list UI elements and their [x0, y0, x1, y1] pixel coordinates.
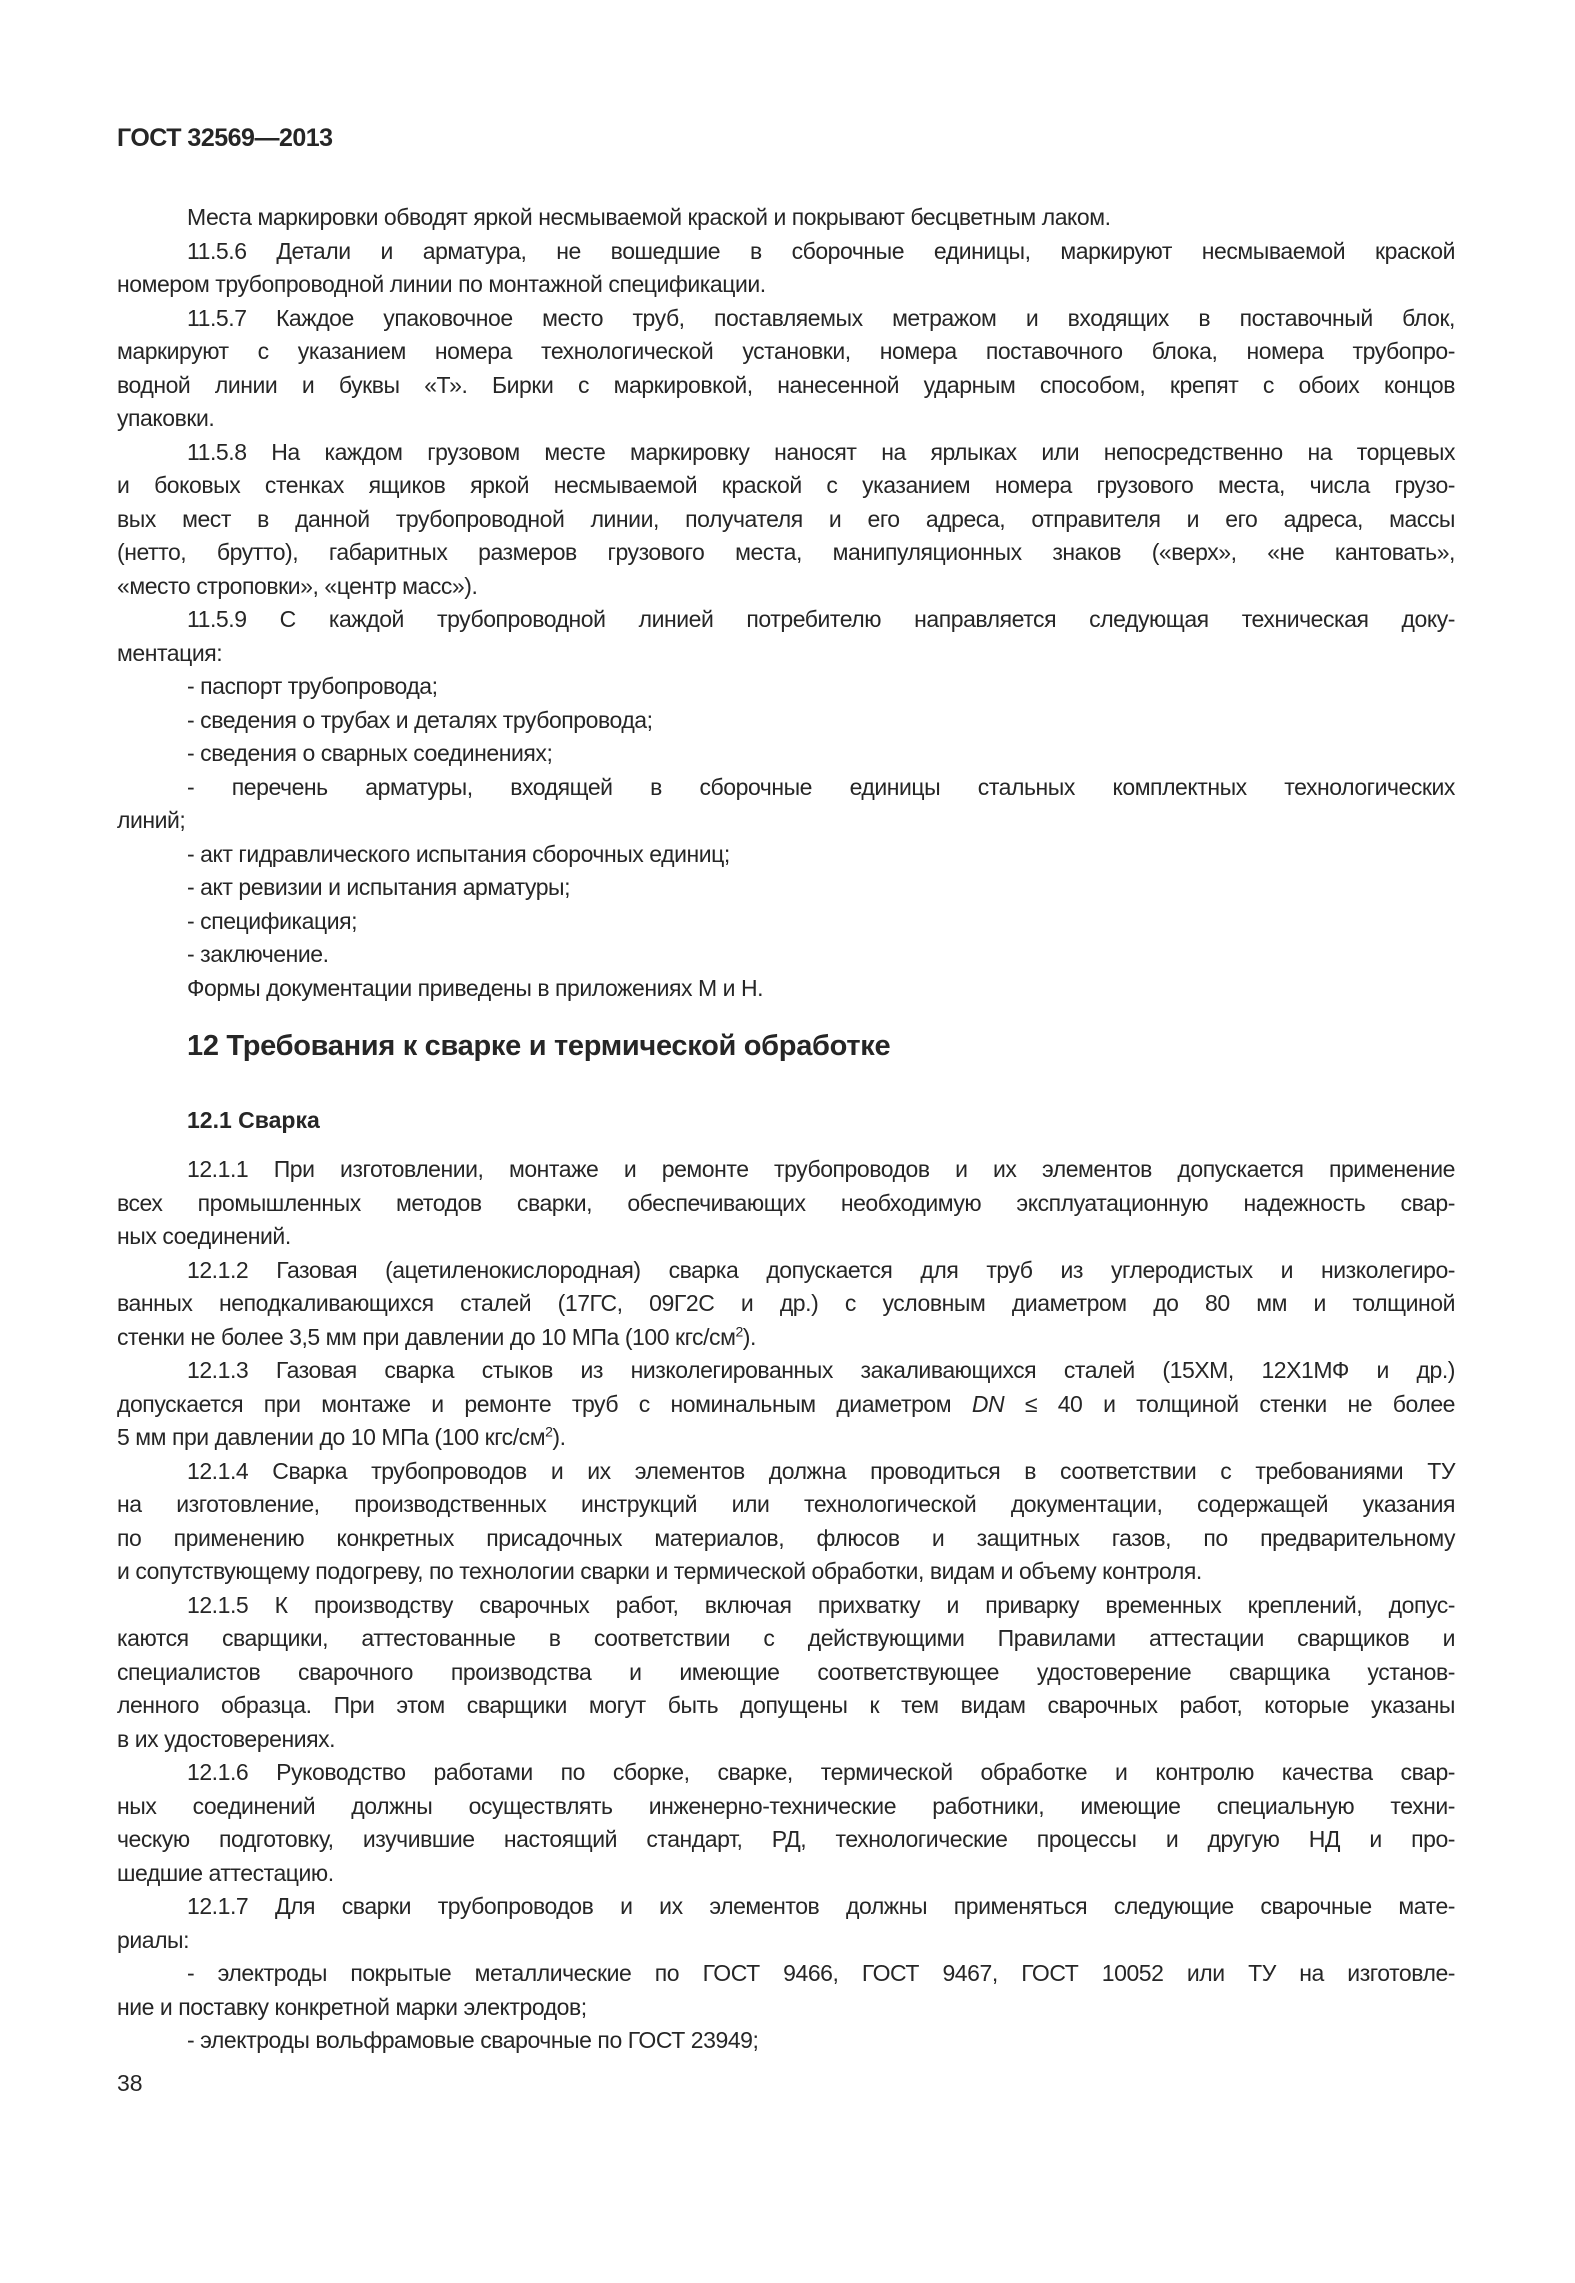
paragraph — [117, 603, 1455, 670]
text-line: - спецификация; — [187, 907, 358, 934]
paragraph — [117, 1890, 1455, 1957]
text-line: - сведения о сварных соединениях; — [187, 740, 553, 766]
text-line: - паспорт трубопровода; — [187, 673, 438, 699]
text-line: 12.1.3 Газовая сварка стыков из низколегированных закаливающихся сталей (15ХМ, 12Х1МФ и др.) — [187, 1357, 1455, 1383]
section-12-1-text — [117, 1153, 1455, 2058]
paragraph — [117, 1354, 1455, 1455]
text-line: 12.1.7 Для сварки трубопроводов и их элементов должны применяться следующие сварочные мате- — [187, 1893, 1455, 1919]
text-line: - акт ревизии и испытания арматуры; — [187, 874, 571, 900]
text-line: - электроды покрытые металлические по ГОСТ 9466, ГОСТ 9467, ГОСТ 10052 или ТУ на изготовле- — [187, 1960, 1455, 1986]
text-line: 11.5.8 На каждом грузовом месте маркировку наносят на ярлыках или непосредственно на торцевых — [187, 438, 1455, 465]
text-line: ние и поставку конкретной марки электродов; — [117, 1993, 587, 2020]
text-line: ментация: — [117, 639, 223, 666]
text-line: 12.1.6 Руководство работами по сборке, сварке, термической обработке и контролю качества свар- — [187, 1759, 1455, 1785]
text-line: линий; — [117, 807, 186, 833]
text-line: по применению конкретных присадочных материалов, флюсов и защитных газов, по предварительному — [117, 1524, 1455, 1551]
text-line: Формы документации приведены в приложениях М и Н. — [187, 974, 764, 1001]
text-segment: 5 мм при давлении до 10 МПа (100 кгс/см — [117, 1424, 546, 1450]
paragraph — [117, 201, 1455, 235]
paragraph — [117, 1153, 1455, 1254]
paragraph — [117, 670, 1455, 704]
section-11-text — [117, 201, 1455, 1005]
text-line: 11.5.9 С каждой трубопроводной линией потребителю направляется следующая техническая доку- — [187, 606, 1455, 632]
text-line: - сведения о трубах и деталях трубопровода; — [187, 706, 653, 733]
paragraph — [117, 838, 1455, 872]
paragraph — [117, 1957, 1455, 2024]
text-line — [117, 1388, 1455, 1422]
text-segment: ≤ 40 и толщиной стенки не более — [1004, 1390, 1455, 1417]
text-segment: ). — [552, 1424, 566, 1450]
text-line: - заключение. — [187, 941, 329, 967]
text-line: 12.1.5 К производству сварочных работ, включая прихватку и приварку временных креплений, допус- — [187, 1591, 1455, 1618]
text-segment: ). — [742, 1323, 756, 1350]
text-line: «место строповки», «центр масс»). — [117, 572, 478, 599]
text-line: маркируют с указанием номера технологической установки, номера поставочного блока, номера трубопро- — [117, 338, 1455, 364]
text-line: на изготовление, производственных инструкций или технологической документации, содержащей указания — [117, 1491, 1455, 1517]
paragraph — [117, 871, 1455, 905]
superscript: 2 — [545, 1423, 553, 1440]
text-line: шедшие аттестацию. — [117, 1859, 334, 1886]
text-segment: стенки не более 3,5 мм при давлении до 10 МПа (100 кгс/см — [117, 1323, 736, 1350]
text-line: - перечень арматуры, входящей в сборочные единицы стальных комплектных технологических — [187, 773, 1455, 800]
text-line: упаковки. — [117, 405, 215, 431]
section-heading: 12 Требования к сварке и термической обработке — [187, 1030, 891, 1062]
superscript: 2 — [735, 1322, 743, 1339]
text-line: каются сварщики, аттестованные в соответствии с действующими Правилами аттестации сварщиков и — [117, 1625, 1455, 1651]
text-line: всех промышленных методов сварки, обеспечивающих необходимую эксплуатационную надежность свар- — [117, 1189, 1455, 1216]
paragraph — [117, 938, 1455, 972]
paragraph — [117, 1455, 1455, 1589]
paragraph — [117, 737, 1455, 771]
text-line: 12.1.2 Газовая (ацетиленокислородная) сварка допускается для труб из углеродистых и низколегиро- — [187, 1256, 1455, 1283]
text-line: - акт гидравлического испытания сборочных единиц; — [187, 840, 730, 867]
text-line: и боковых стенках ящиков яркой несмываемой краской с указанием номера грузового места, числа грузо- — [117, 472, 1455, 498]
text-line: ческую подготовку, изучившие настоящий стандарт, РД, технологические процессы и другую НД и про- — [117, 1826, 1455, 1852]
text-line: 12.1.4 Сварка трубопроводов и их элементов должна проводиться в соответствии с требованиями ТУ — [187, 1457, 1455, 1484]
paragraph — [117, 972, 1455, 1006]
document-header: ГОСТ 32569—2013 — [117, 124, 333, 152]
text-line: в их удостоверениях. — [117, 1725, 336, 1752]
paragraph — [117, 771, 1455, 838]
paragraph — [117, 1756, 1455, 1890]
text-segment: допускается при монтаже и ремонте труб с номинальным диаметром — [117, 1390, 972, 1417]
text-line: и сопутствующему подогреву, по технологии сварки и термической обработки, видам и объему контроля. — [117, 1558, 1202, 1584]
text-line: 11.5.7 Каждое упаковочное место труб, поставляемых метражом и входящих в поставочный блок, — [187, 304, 1455, 331]
text-line: номером трубопроводной линии по монтажной спецификации. — [117, 271, 766, 297]
text-line: специалистов сварочного производства и имеющие соответствующее удостоверение сварщика установ- — [117, 1658, 1455, 1685]
paragraph — [117, 2024, 1455, 2058]
text-line: (нетто, брутто), габаритных размеров грузового места, манипуляционных знаков («верх», «не кантовать», — [117, 539, 1455, 565]
paragraph — [117, 1254, 1455, 1355]
paragraph — [117, 235, 1455, 302]
paragraph — [117, 1589, 1455, 1757]
text-line: - электроды вольфрамовые сварочные по ГОСТ 23949; — [187, 2027, 759, 2053]
italic-text: DN — [971, 1390, 1005, 1417]
text-line: ных соединений должны осуществлять инженерно-технические работники, имеющие специальную техни- — [117, 1792, 1455, 1819]
paragraph — [117, 436, 1455, 604]
text-line: Места маркировки обводят яркой несмываемой краской и покрывают бесцветным лаком. — [187, 204, 1111, 230]
page-number: 38 — [117, 2070, 143, 2096]
paragraph — [117, 905, 1455, 939]
text-line: риалы: — [117, 1926, 190, 1953]
text-line — [117, 1321, 1455, 1355]
text-line: ленного образца. При этом сварщики могут быть допущены к тем видам сварочных работ, которые указаны — [117, 1692, 1455, 1718]
text-line: водной линии и буквы «Т». Бирки с маркировкой, нанесенной ударным способом, крепят с обоих концов — [117, 371, 1455, 398]
text-line — [117, 1421, 1455, 1455]
text-line: 12.1.1 При изготовлении, монтаже и ремонте трубопроводов и их элементов допускается применение — [187, 1156, 1455, 1182]
subsection-heading: 12.1 Сварка — [187, 1107, 320, 1133]
paragraph — [117, 704, 1455, 738]
paragraph — [117, 302, 1455, 436]
text-line: ных соединений. — [117, 1223, 291, 1249]
text-line: вых мест в данной трубопроводной линии, получателя и его адреса, отправителя и его адреса, массы — [117, 505, 1455, 532]
text-line: ванных неподкаливающихся сталей (17ГС, 09Г2С и др.) с условным диаметром до 80 мм и толщиной — [117, 1290, 1455, 1316]
text-line: 11.5.6 Детали и арматура, не вошедшие в сборочные единицы, маркируют несмываемой краской — [187, 237, 1455, 264]
